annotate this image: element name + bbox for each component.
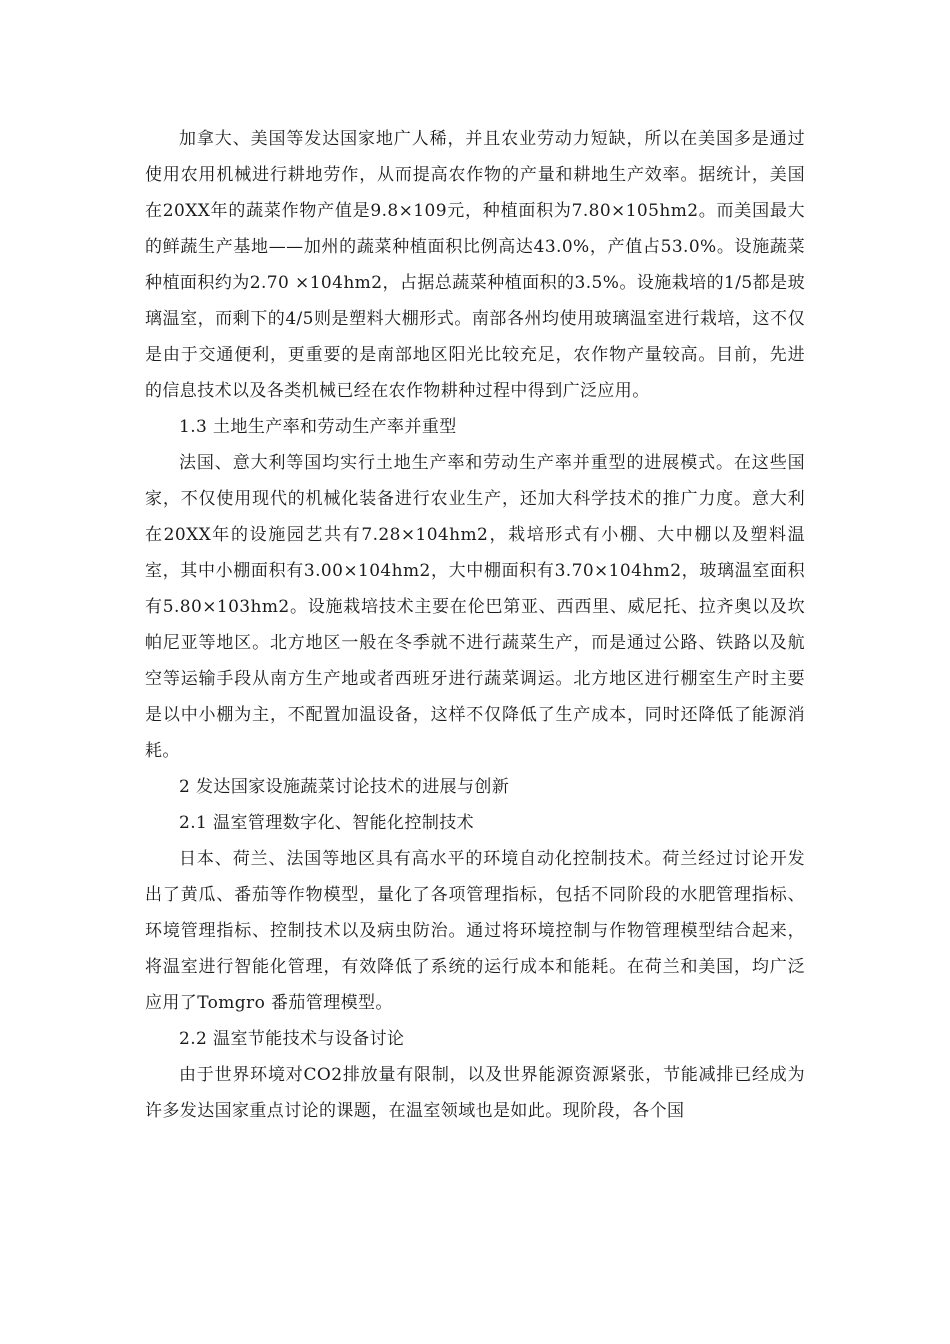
paragraph-greenhouse-control: 日本、荷兰、法国等地区具有高水平的环境自动化控制技术。荷兰经过讨论开发出了黄瓜、番茄等作物模型，量化了各项管理指标，包括不同阶段的水肥管理指标、环境管理指标、控制技术以及病虫防治。通过将环境控制与作物管理模型结合起来，将温室进行智能化管理，有效降低了系统的运行成本和能耗。在荷兰和美国，均广泛应用了Tomgro 番茄管理模型。 [145, 849, 805, 1013]
paragraph-france-italy: 法国、意大利等国均实行土地生产率和劳动生产率并重型的进展模式。在这些国家，不仅使用现代的机械化装备进行农业生产，还加大科学技术的推广力度。意大利在20XX年的设施园艺共有7.28×104hm2，栽培形式有小棚、大中棚以及塑料温室，其中小棚面积有3.00×104hm2，大中棚面积有3.70×104hm2，玻璃温室面积有5.80×103hm2。设施栽培技术主要在伦巴第亚、西西里、威尼托、拉齐奥以及坎帕尼亚等地区。北方地区一般在冬季就不进行蔬菜生产，而是通过公路、铁路以及航空等运输手段从南方生产地或者西班牙进行蔬菜调运。北方地区进行棚室生产时主要是以中小棚为主，不配置加温设备，这样不仅降低了生产成本，同时还降低了能源消耗。 [145, 453, 805, 761]
section-heading-2-2: 2.2 温室节能技术与设备讨论 [179, 1029, 405, 1049]
section-heading-2-1: 2.1 温室管理数字化、智能化控制技术 [179, 813, 475, 833]
paragraph-us-mechanization: 加拿大、美国等发达国家地广人稀，并且农业劳动力短缺，所以在美国多是通过使用农用机械进行耕地劳作，从而提高农作物的产量和耕地生产效率。据统计，美国在20XX年的蔬菜作物产值是9.8×109元，种植面积为7.80×105hm2。而美国最大的鲜蔬生产基地——加州的蔬菜种植面积比例高达43.0%，产值占53.0%。设施蔬菜种植面积约为2.70 ×104hm2，占据总蔬菜种植面积的3.5%。设施栽培的1/5都是玻璃温室，而剩下的4/5则是塑料大棚形式。南部各州均使用玻璃温室进行栽培，这不仅是由于交通便利，更重要的是南部地区阳光比较充足，农作物产量较高。目前，先进的信息技术以及各类机械已经在农作物耕种过程中得到广泛应用。 [145, 129, 805, 401]
section-heading-1-3: 1.3 土地生产率和劳动生产率并重型 [179, 417, 457, 437]
paragraph-energy-saving: 由于世界环境对CO2排放量有限制，以及世界能源资源紧张，节能减排已经成为许多发达国家重点讨论的课题，在温室领域也是如此。现阶段，各个国 [145, 1065, 805, 1121]
section-heading-2: 2 发达国家设施蔬菜讨论技术的进展与创新 [179, 777, 510, 797]
document-body [145, 121, 805, 1129]
